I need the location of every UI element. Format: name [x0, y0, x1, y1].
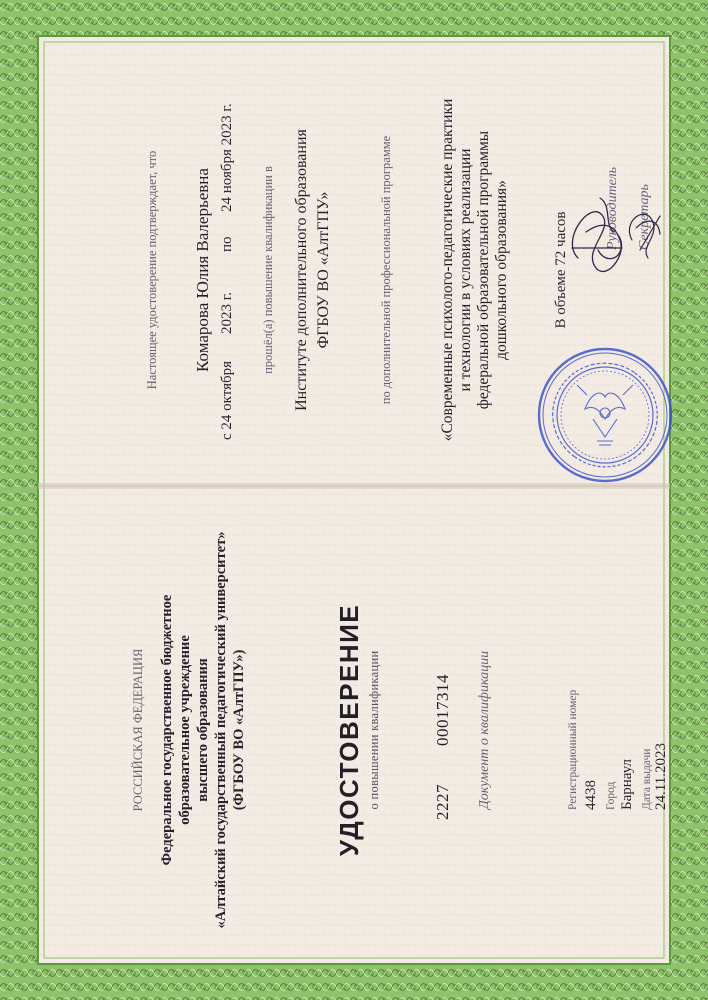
org-line-2: образовательное учреждение [177, 635, 193, 825]
secretary-label: Секретарь [637, 184, 652, 250]
period-to: 24 ноября 2023 г. [219, 103, 235, 212]
program-line-1: «Современные психолого-педагогические практики [439, 98, 456, 442]
city: Барнаул [619, 758, 635, 810]
document-title: УДОСТОВЕРЕНИЕ [334, 603, 364, 857]
org-line-4: «Алтайский государственный педагогический университет» [213, 531, 229, 929]
passed-text: прошёл(а) повышение квалификации в [261, 166, 275, 374]
institute-line-2: ФГБОУ ВО «АлтГПУ» [315, 191, 332, 349]
reg-number: 4438 [583, 780, 599, 810]
org-line-5: (ФГБОУ ВО «АлтГПУ») [231, 649, 247, 811]
document-subtitle: о повышении квалификации [367, 650, 381, 810]
issue-date-label: Дата выдачи [641, 748, 653, 810]
country-heading: РОССИЙСКАЯ ФЕДЕРАЦИЯ [131, 648, 145, 812]
issue-date: 24.11.2023 [653, 743, 669, 810]
program-line-3: федеральной образовательной программы [475, 130, 492, 410]
certificate-content [44, 40, 669, 960]
period-from-year: 2023 г. [219, 292, 235, 334]
period-to-prefix: по [219, 236, 235, 252]
left-page [44, 500, 669, 960]
course-volume: В объеме 72 часов [553, 211, 569, 329]
full-name: Комарова Юлия Валерьевна [193, 168, 212, 372]
intro-text: Настоящее удостоверение подтверждает, что [145, 150, 159, 390]
city-label: Город [605, 781, 617, 810]
document-number: 00017314 [433, 674, 452, 746]
program-caption: по дополнительной профессиональной программе [379, 135, 393, 405]
org-line-3: высшего образования [195, 658, 211, 802]
program-line-2: и технологии в условиях реализации [457, 148, 474, 392]
document-type-caption: Документ о квалификации [477, 650, 492, 810]
document-series: 2227 [433, 784, 452, 820]
institute-line-1: Институте дополнительного образования [293, 129, 310, 411]
head-label: Руководитель [605, 166, 620, 250]
period-from: с 24 октября [219, 360, 235, 440]
org-line-1: Федеральное государственное бюджетное [159, 594, 175, 866]
reg-number-label: Регистрационный номер [567, 689, 579, 810]
program-line-4: дошкольного образования» [493, 180, 510, 360]
right-page [44, 40, 664, 500]
